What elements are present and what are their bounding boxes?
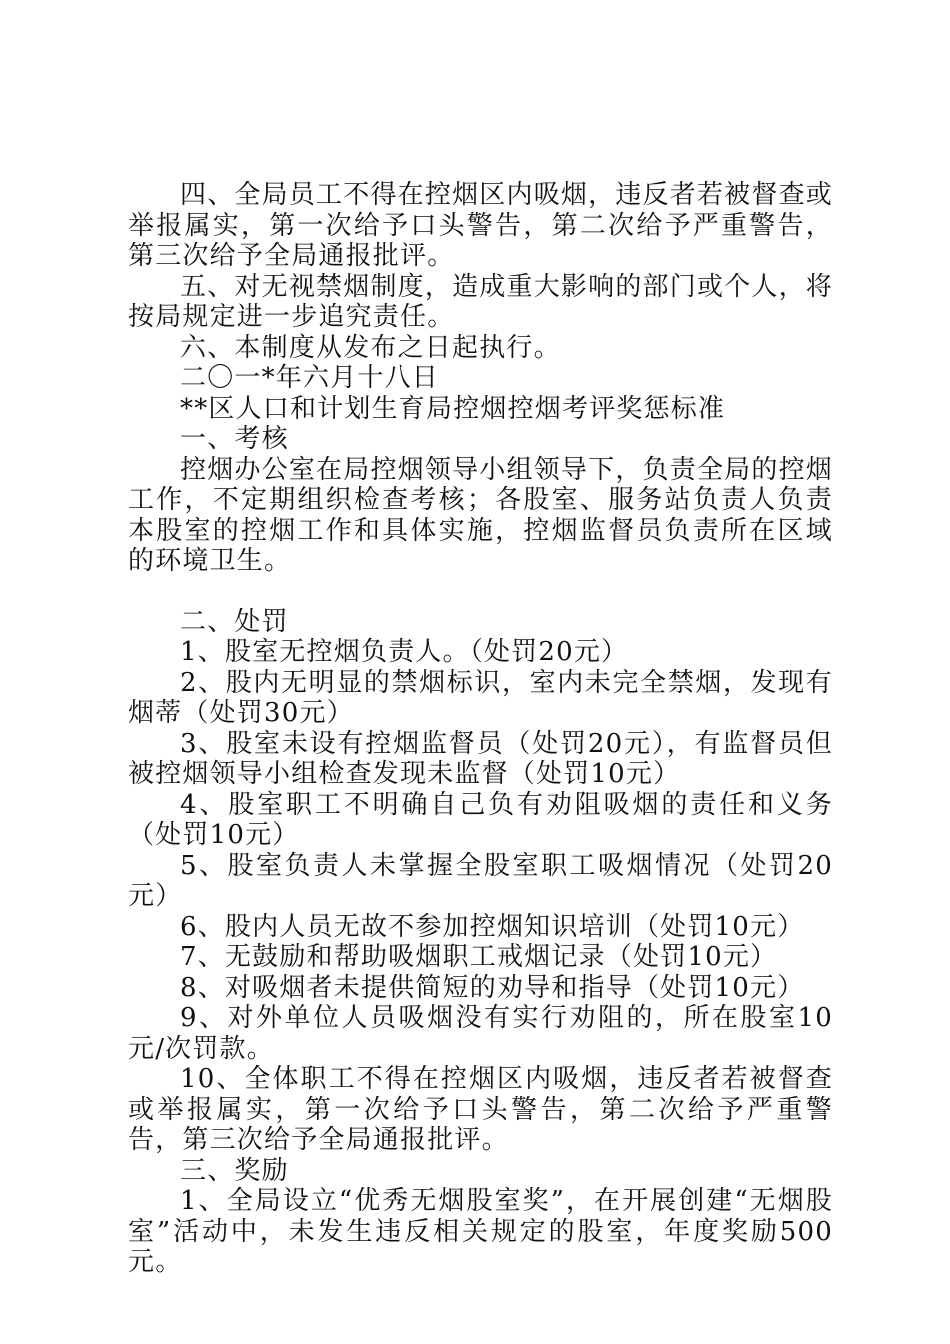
reward-item-1: 1、全局设立“优秀无烟股室奖”，在开展创建“无烟股室”活动中，未发生违反相关规定的股室，年度奖励500元。 [128, 1186, 833, 1277]
penalty-item-6: 6、股内人员无故不参加控烟知识培训（处罚10元） [180, 911, 805, 942]
section-heading-assessment: 一、考核 [180, 424, 289, 454]
clause-5: 五、对无视禁烟制度，造成重大影响的部门或个人，将按局规定进一步追究责任。 [128, 271, 833, 332]
penalty-item-3: 3、股室未设有控烟监督员（处罚20元），有监督员但被控烟领导小组检查发现未监督（处罚10元） [128, 728, 833, 789]
document-body [128, 180, 833, 1278]
penalty-item-8: 8、对吸烟者未提供简短的劝导和指导（处罚10元） [180, 972, 805, 1003]
penalty-item-4: 4、股室职工不明确自己负有劝阻吸烟的责任和义务（处罚10元） [128, 789, 833, 850]
penalty-item-1: 1、股室无控烟负责人。（处罚20元） [180, 637, 629, 667]
issue-date: 二〇一*年六月十八日 [180, 363, 440, 393]
assessment-paragraph: 控烟办公室在局控烟领导小组领导下，负责全局的控烟工作，不定期组织检查考核；各股室、服务站负责人负责本股室的控烟工作和具体实施，控烟监督员负责所在区域的环境卫生。 [128, 454, 833, 576]
section-heading-penalties: 二、处罚 [180, 606, 289, 637]
penalty-item-9: 9、对外单位人员吸烟没有实行劝阻的，所在股室10元/次罚款。 [128, 1003, 833, 1064]
clause-6: 六、本制度从发布之日起执行。 [180, 332, 561, 363]
penalty-item-10: 10、全体职工不得在控烟区内吸烟，违反者若被督查或举报属实，第一次给予口头警告，第二次给予严重警告，第三次给予全局通报批评。 [128, 1064, 833, 1155]
penalty-item-5: 5、股室负责人未掌握全股室职工吸烟情况（处罚20元） [128, 850, 833, 911]
document-title: **区人口和计划生育局控烟控烟考评奖惩标准 [180, 393, 726, 424]
section-heading-rewards: 三、奖励 [180, 1155, 289, 1186]
penalty-item-2: 2、股内无明显的禁烟标识，室内未完全禁烟，发现有烟蒂（处罚30元） [128, 667, 833, 728]
clause-4: 四、全局员工不得在控烟区内吸烟，违反者若被督查或举报属实，第一次给予口头警告，第二次给予严重警告，第三次给予全局通报批评。 [128, 180, 833, 271]
penalty-item-7: 7、无鼓励和帮助吸烟职工戒烟记录（处罚10元） [180, 942, 778, 972]
